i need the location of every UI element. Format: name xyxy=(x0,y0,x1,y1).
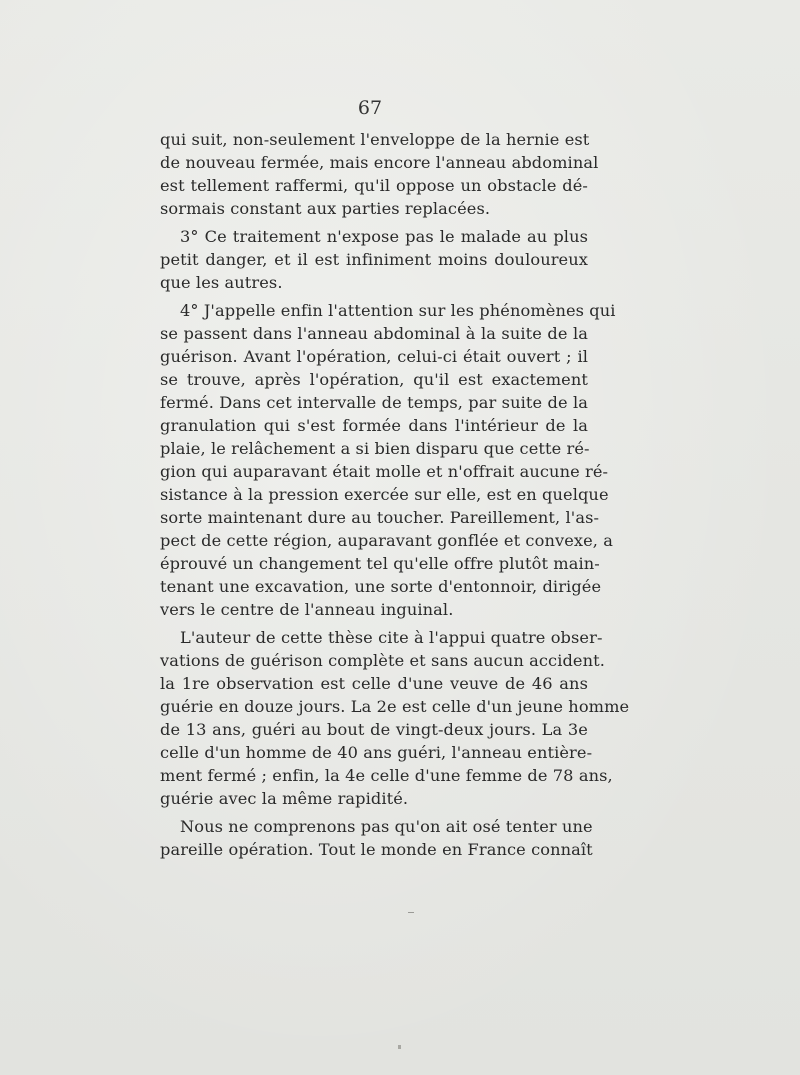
text-line: granulation qui s'est formée dans l'intérieur de la xyxy=(160,416,588,435)
text-line: L'auteur de cette thèse cite à l'appui quatre obser- xyxy=(180,628,603,647)
text-line: petit danger, et il est infiniment moins douloureux xyxy=(160,250,588,269)
text-line: gion qui auparavant était molle et n'offrait aucune ré- xyxy=(160,462,609,481)
text-line: ment fermé ; enfin, la 4e celle d'une femme de 78 ans, xyxy=(160,766,613,785)
text-line: se trouve, après l'opération, qu'il est exactement xyxy=(160,370,588,389)
paper-speck xyxy=(398,1045,401,1049)
text-line: éprouvé un changement tel qu'elle offre plutôt main- xyxy=(160,554,600,573)
body-text xyxy=(160,128,630,861)
text-line: pect de cette région, auparavant gonflée et convexe, a xyxy=(160,531,614,550)
text-line: fermé. Dans cet intervalle de temps, par suite de la xyxy=(160,393,588,412)
text-line: vations de guérison complète et sans aucun accident. xyxy=(160,651,605,670)
text-line: 3° Ce traitement n'expose pas le malade au plus xyxy=(180,227,588,246)
text-line: tenant une excavation, une sorte d'entonnoir, dirigée xyxy=(160,577,602,596)
text-line: la 1re observation est celle d'une veuve de 46 ans xyxy=(160,674,588,693)
text-line: guérison. Avant l'opération, celui-ci était ouvert ; il xyxy=(160,347,588,366)
text-line: se passent dans l'anneau abdominal à la suite de la xyxy=(160,324,588,343)
text-line: est tellement raffermi, qu'il oppose un obstacle dé- xyxy=(160,176,588,195)
paper-speck xyxy=(408,912,414,913)
text-line: plaie, le relâchement a si bien disparu que cette ré- xyxy=(160,439,590,458)
text-line: pareille opération. Tout le monde en France connaît xyxy=(160,840,593,859)
text-line: guérie en douze jours. La 2e est celle d'un jeune homme xyxy=(160,697,630,716)
text-line: vers le centre de l'anneau inguinal. xyxy=(160,600,454,619)
text-line: guérie avec la même rapidité. xyxy=(160,789,409,808)
text-line: 4° J'appelle enfin l'attention sur les phénomènes qui xyxy=(180,301,616,320)
text-line: sistance à la pression exercée sur elle, est en quelque xyxy=(160,485,609,504)
text-line: Nous ne comprenons pas qu'on ait osé tenter une xyxy=(180,817,593,836)
text-line: que les autres. xyxy=(160,273,283,292)
text-line: sormais constant aux parties replacées. xyxy=(160,199,491,218)
text-line: sorte maintenant dure au toucher. Pareillement, l'as- xyxy=(160,508,600,527)
text-line: de nouveau fermée, mais encore l'anneau abdominal xyxy=(160,153,599,172)
page-number: 67 xyxy=(357,97,383,119)
text-line: qui suit, non-seulement l'enveloppe de la hernie est xyxy=(160,130,590,149)
text-line: de 13 ans, guéri au bout de vingt-deux jours. La 3e xyxy=(160,720,588,739)
text-line: celle d'un homme de 40 ans guéri, l'anneau entière- xyxy=(160,743,593,762)
